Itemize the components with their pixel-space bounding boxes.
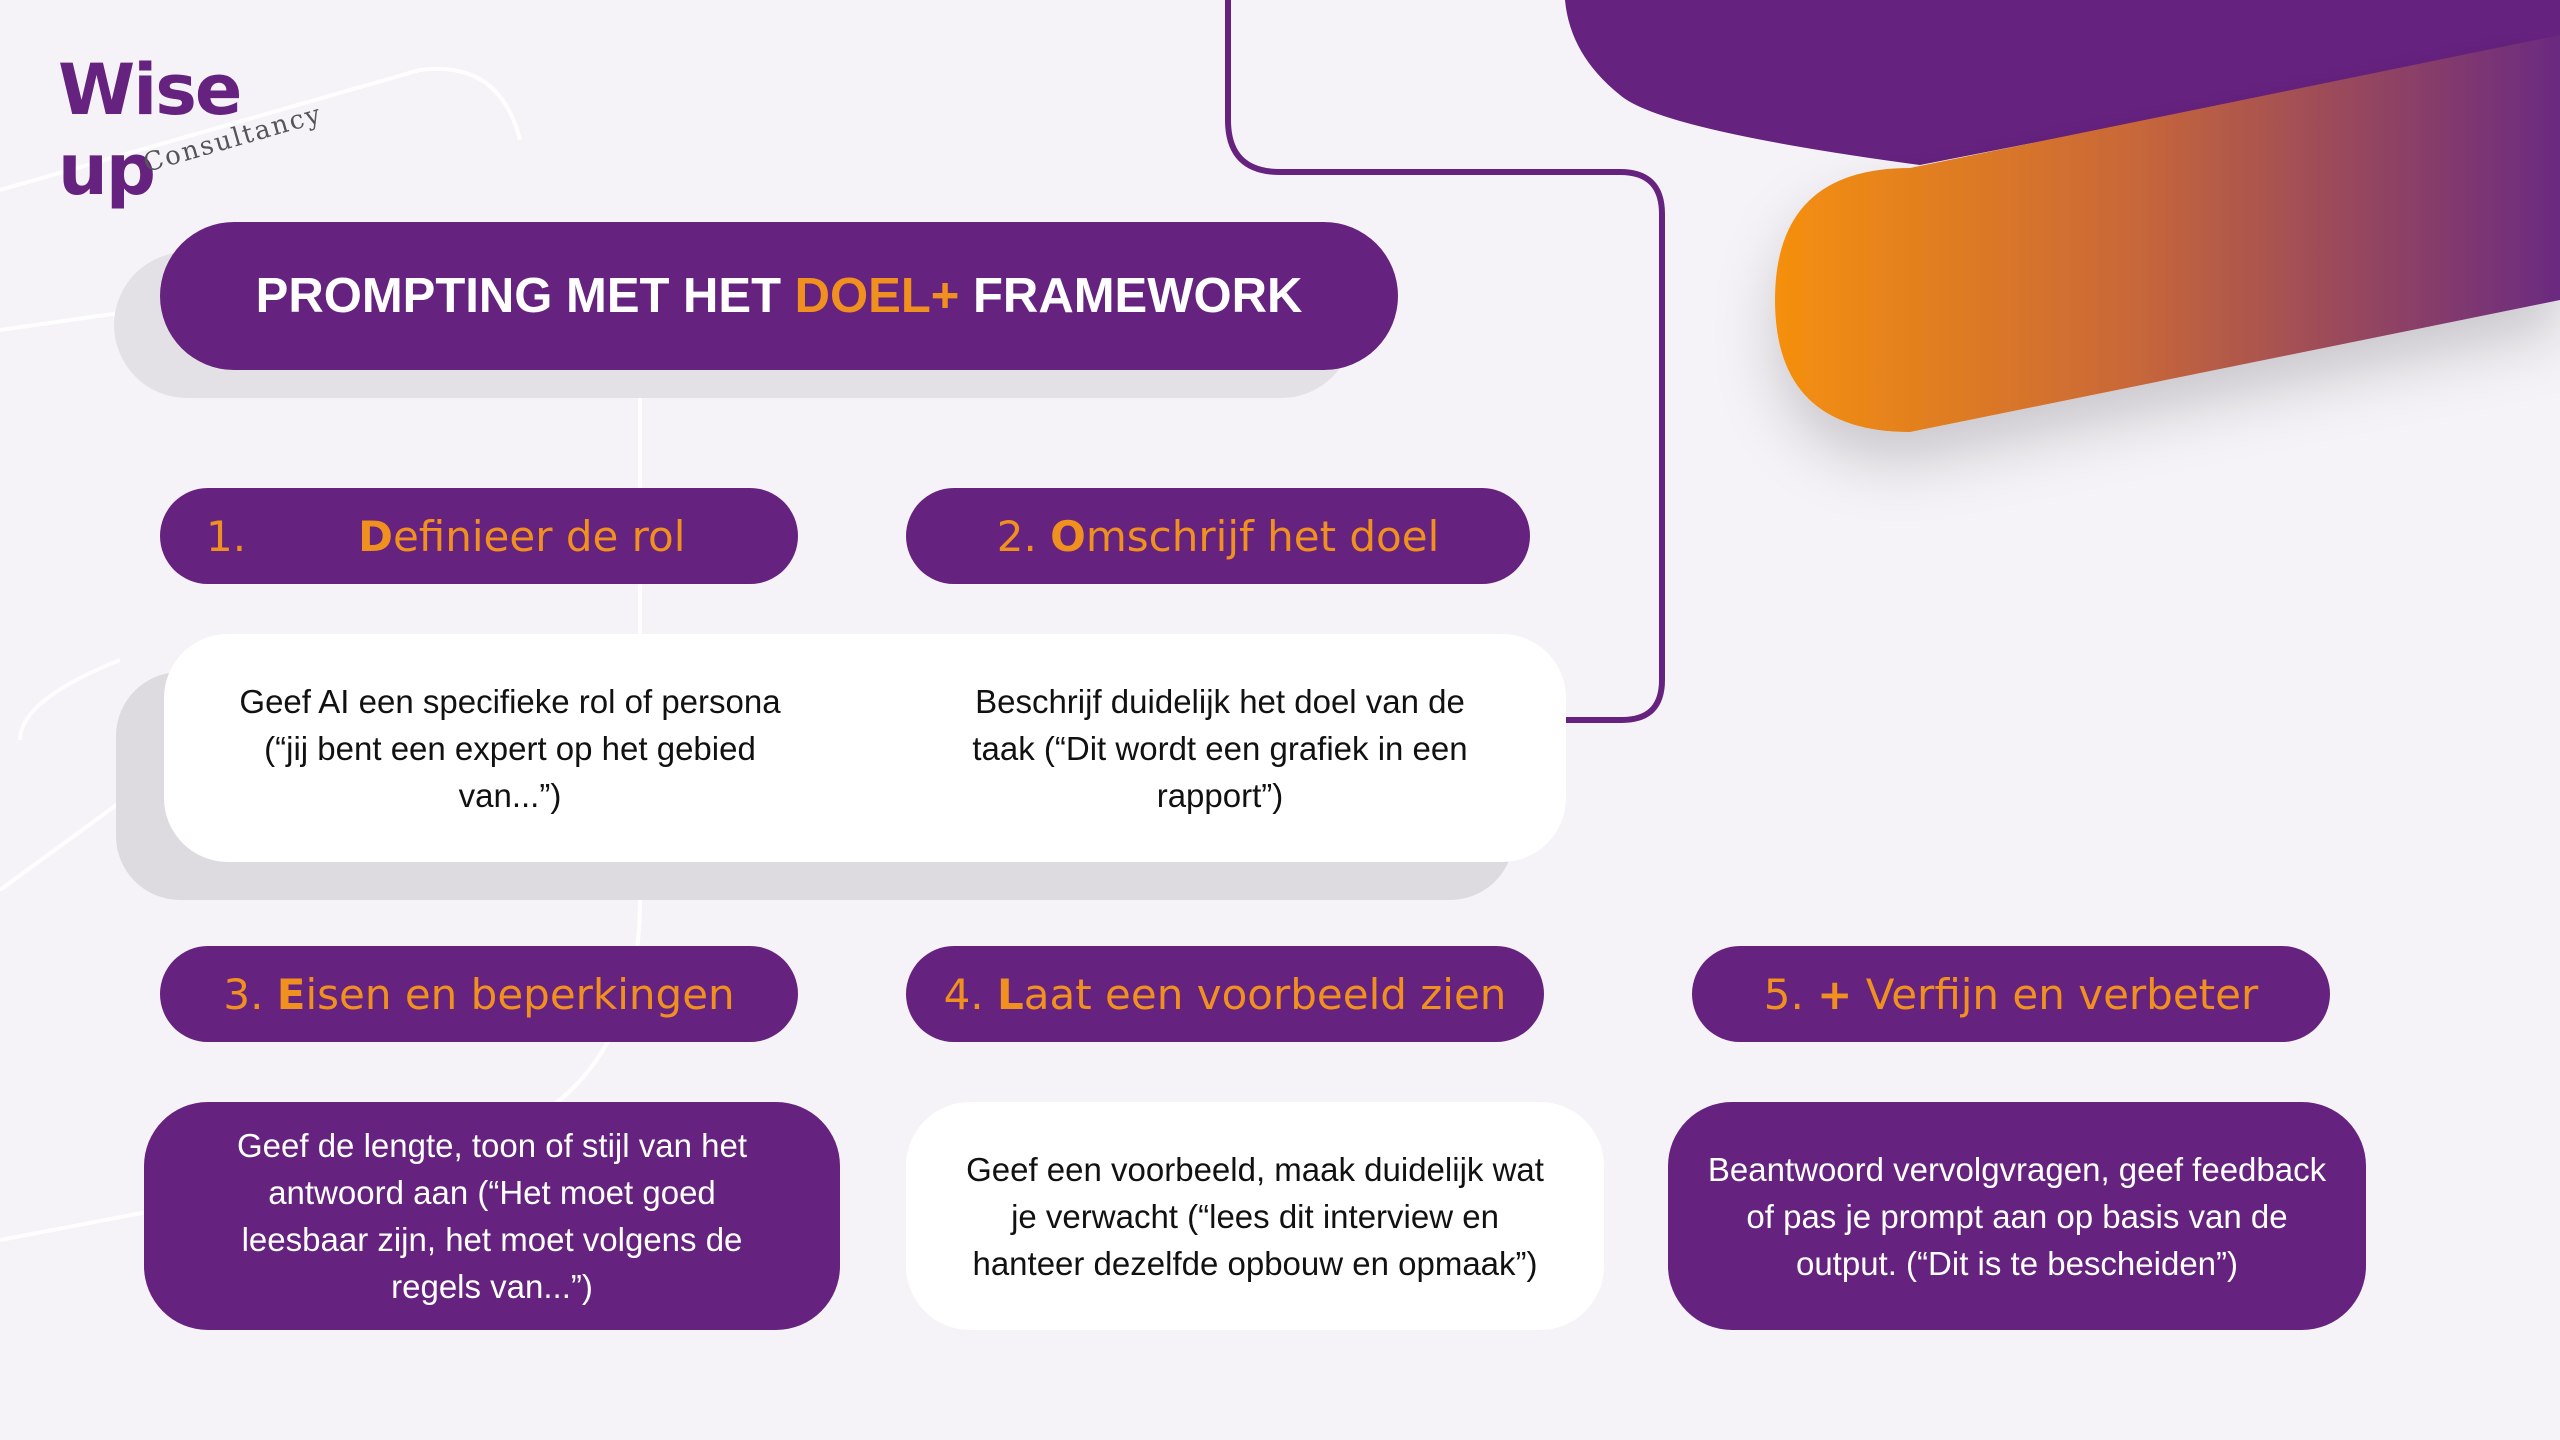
step-1-description: Geef AI een specifieke rol of persona (“jij bent een expert op het gebied van...”) [239,682,781,814]
step-3-title: isen en beperkingen [305,969,735,1019]
logo-subtitle: Consultancy [140,99,326,179]
title-prefix: PROMPTING MET HET [255,269,795,323]
page-title [160,222,1398,370]
step-5-number: 5. [1763,969,1804,1019]
step-4-description-box [906,1102,1604,1330]
title-highlight: DOEL+ [794,269,960,323]
logo [58,49,326,211]
step-4-label [906,946,1544,1042]
step-1-title: efinieer de rol [392,511,686,561]
step-3-description-box [144,1102,840,1330]
step-4-description: Geef een voorbeeld, maak duidelijk wat je verwacht (“lees dit interview en hanteer dezelfde opbouw en opmaak”) [966,1150,1544,1282]
step-2-label [906,488,1530,584]
step-5-label [1692,946,2330,1042]
step-1-label [160,488,798,584]
step-4-number: 4. [943,969,984,1019]
step-1-letter: D [358,511,393,561]
step-4-title: aat een voorbeeld zien [1023,969,1507,1019]
step-2-title: mschrijf het doel [1085,511,1440,561]
step-5-letter: + [1817,969,1853,1019]
step-3-number: 3. [223,969,264,1019]
step-5-description: Beantwoord vervolgvragen, geef feedback of pas je prompt aan op basis van de output. (“Dit is te bescheiden”) [1707,1150,2327,1282]
step-3-description: Geef de lengte, toon of stijl van het antwoord aan (“Het moet goed leesbaar zijn, het moet volgens de regels van...”) [236,1127,747,1305]
step-2-number: 2. [996,511,1037,561]
step-1-2-description-box [164,634,1566,862]
step-3-label [160,946,798,1042]
step-5-title: Verfijn en verbeter [1865,969,2259,1019]
step-1-number: 1. [206,511,247,561]
logo-wordmark: Wise up [58,49,241,211]
step-2-letter: O [1050,511,1086,561]
step-3-letter: E [276,969,306,1019]
title-suffix: FRAMEWORK [959,269,1303,323]
step-4-letter: L [997,969,1024,1019]
step-5-description-box [1668,1102,2366,1330]
step-2-description: Beschrijf duidelijk het doel van de taak (“Dit wordt een grafiek in een rapport”) [972,682,1468,814]
